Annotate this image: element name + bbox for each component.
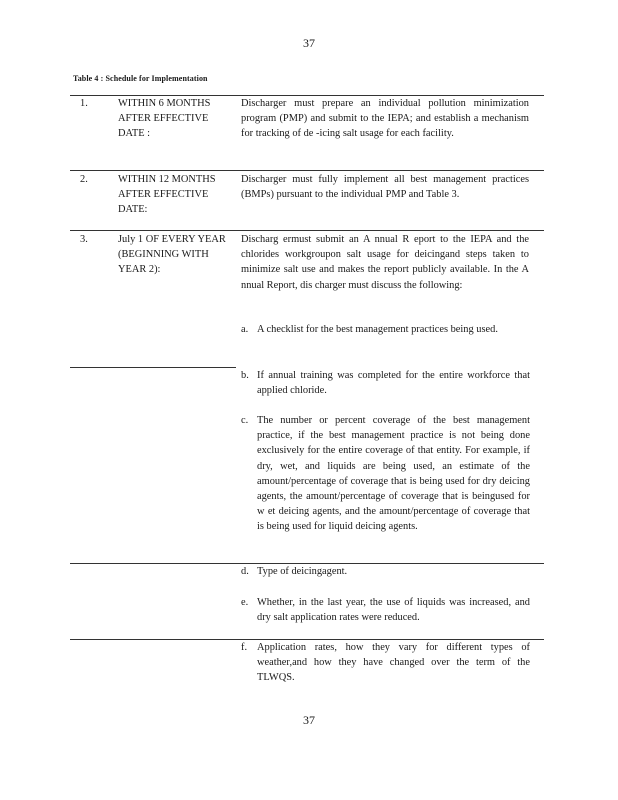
page-number-top: 37 [303,36,315,50]
list-item-text: The number or percent coverage of the best management practice, if the best management practice is not being done exclusively for the entire coverage of that entity. For example, if dry, wet, and liquids are being used, an estimate of the amount/percentage of coverage that is being used for dry deicing agents, the amount/percentage of coverage that is beingused for w et deicing agents, and the amount/percentage of coverage that is being used for liquid deicing agents. [257,415,530,533]
list-item [241,595,530,625]
list-item-text: Type of deicingagent. [257,566,348,577]
list-item [241,368,530,398]
list-item-letter: d. [241,566,249,577]
table-rule [70,367,236,368]
list-item [241,413,530,535]
list-item-letter: e. [241,597,249,608]
list-item-letter: c. [241,415,249,426]
list-item-letter: f. [241,642,248,653]
row-number: 1. [80,98,88,109]
list-item [241,564,530,579]
page-number-bottom: 37 [303,713,315,727]
row-description: Discharger must fully implement all best management practices (BMPs) pursuant to the individual PMP and Table 3. [241,174,529,201]
row-timing: WITHIN 12 MONTHS AFTER EFFECTIVE DATE: [118,174,216,216]
table-rule [70,230,544,231]
list-item [241,640,530,686]
row-description: Discharger must prepare an individual pollution minimization program (PMP) and submit to the IEPA; and establish a mechanism for tracking of de -icing salt usage for each facility. [241,98,529,140]
list-item-text: Whether, in the last year, the use of liquids was increased, and dry salt application rates were reduced. [257,597,530,624]
row-number: 3. [80,234,88,245]
row-description: Discharg ermust submit an A nnual R eport to the IEPA and the chlorides workgroupon salt usage for deicingand steps taken to minimize salt use and makes the report publicly available. In the A nnual Report, dis charger must discuss the following: [241,234,529,291]
list-item-text: A checklist for the best management practices being used. [257,324,498,335]
list-item [241,322,530,337]
list-item-letter: a. [241,324,249,335]
row-timing: WITHIN 6 MONTHS AFTER EFFECTIVE DATE : [118,98,211,140]
table-rule [70,170,544,171]
table-caption: Table 4 : Schedule for Implementation [73,74,208,83]
list-item-text: Application rates, how they vary for different types of weather,and how they have changed over the term of the TLWQS. [257,642,530,684]
list-item-text: If annual training was completed for the entire workforce that applied chloride. [257,370,530,397]
list-item-letter: b. [241,370,249,381]
row-number: 2. [80,174,88,185]
row-timing: July 1 OF EVERY YEAR (BEGINNING WITH YEAR 2): [118,234,226,276]
